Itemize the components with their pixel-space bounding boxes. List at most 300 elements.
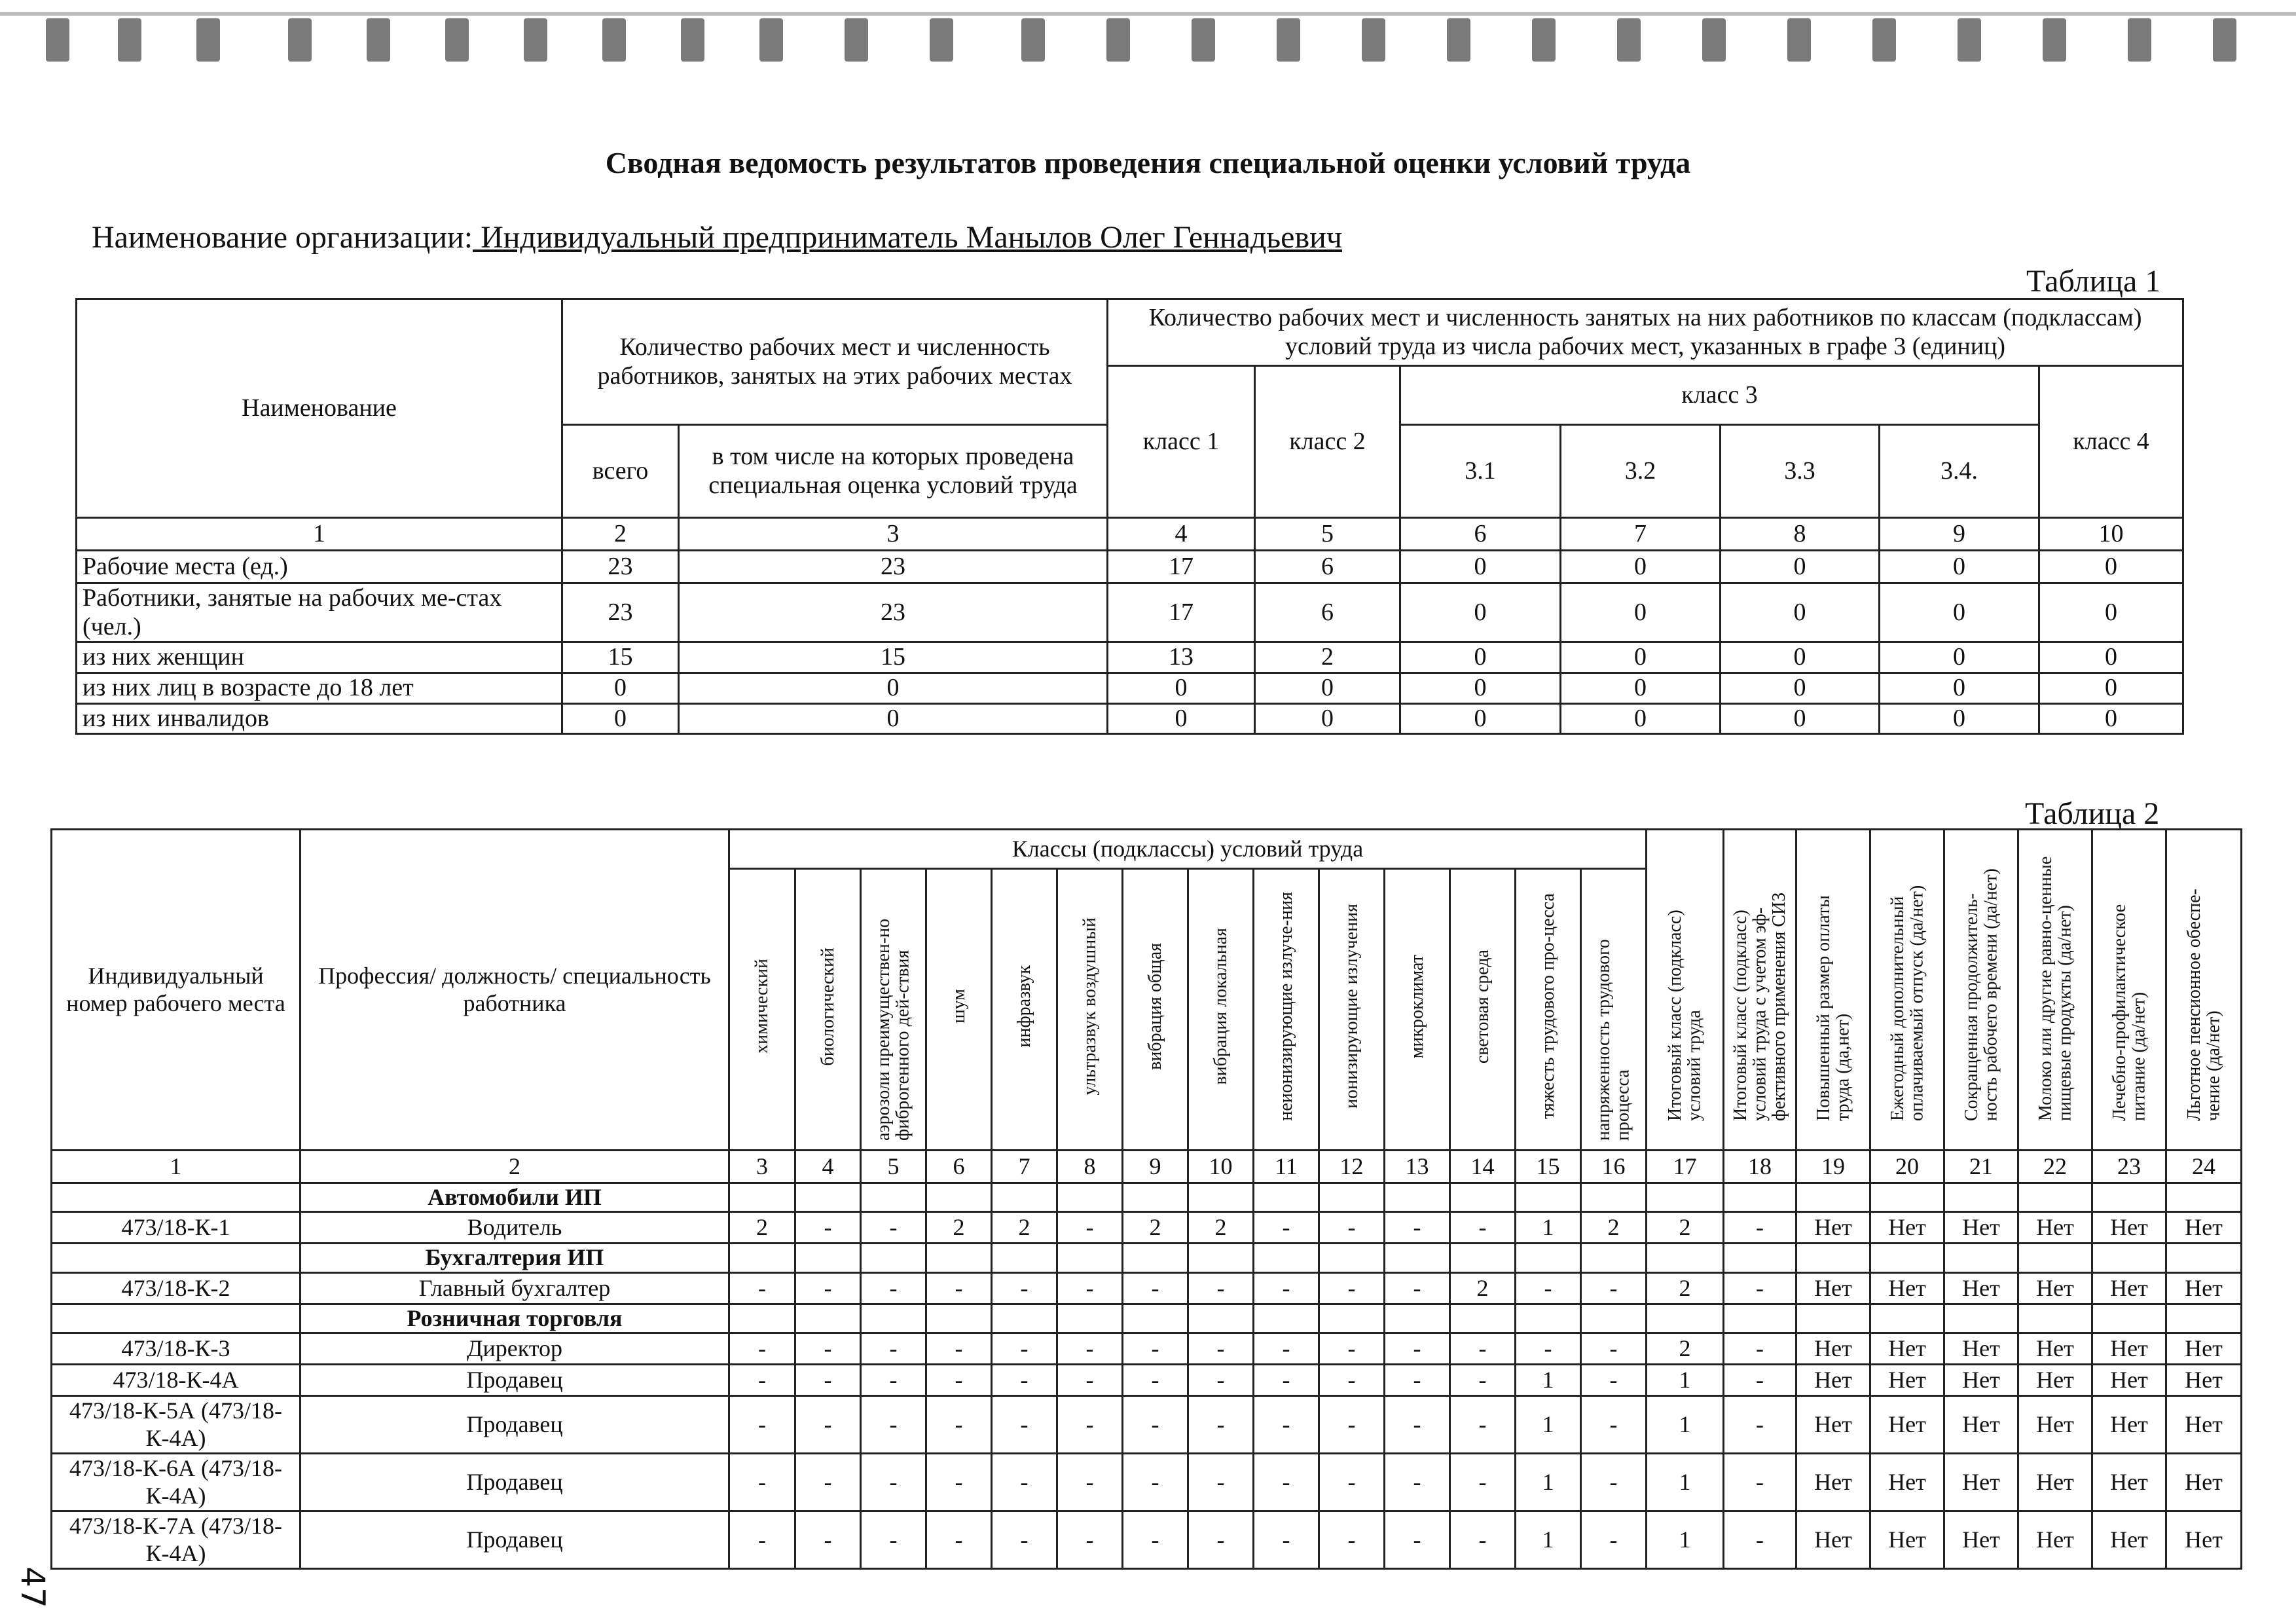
t2-cell: Нет (1796, 1333, 1870, 1365)
t2-cell: Нет (1944, 1396, 2018, 1454)
t2-cell: Нет (2166, 1511, 2242, 1569)
t2-empty-cell (926, 1183, 992, 1212)
t1-row-name: из них женщин (77, 642, 562, 673)
t2-workplace-number: 473/18-К-5А (473/18-К-4А) (52, 1396, 301, 1454)
t2-cell: 1 (1647, 1454, 1724, 1511)
t2-cell: - (1385, 1333, 1450, 1365)
t1-cell: 13 (1108, 642, 1255, 673)
t2-cell: 2 (1647, 1212, 1724, 1244)
workplace-table (50, 828, 2242, 1570)
binding-hole (1106, 18, 1130, 62)
t2-cell: Нет (2166, 1333, 2242, 1365)
t2-empty-cell (992, 1304, 1057, 1333)
t1-row-name: из них инвалидов (77, 703, 562, 734)
t2-cell: Нет (2166, 1365, 2242, 1396)
t2-cell: Нет (1944, 1511, 2018, 1569)
t2-cell: - (1516, 1333, 1581, 1365)
t2-cell: - (1385, 1396, 1450, 1454)
t2-empty-cell (1188, 1244, 1254, 1272)
t2-empty-cell (795, 1244, 861, 1272)
t2-empty-cell (1724, 1183, 1796, 1212)
binding-hole (2043, 18, 2066, 62)
t2-empty-cell (1254, 1304, 1319, 1333)
binding-hole (2128, 18, 2151, 62)
t2-cell: Нет (2092, 1212, 2166, 1244)
t1-cell: 0 (1880, 642, 2039, 673)
t1-cell: 6 (1255, 551, 1400, 583)
t2-cell: Нет (1944, 1272, 2018, 1304)
t1-cell: 0 (1721, 583, 1880, 642)
t2-cell: Нет (1944, 1212, 2018, 1244)
binding-hole (930, 18, 953, 62)
t2-cell: Нет (2092, 1333, 2166, 1365)
t2-col-number: 17 (1647, 1151, 1724, 1183)
t2-col-number: 12 (1319, 1151, 1385, 1183)
t2-cell: - (926, 1272, 992, 1304)
t2-cell: - (861, 1365, 926, 1396)
t2-factor-header (1516, 869, 1581, 1151)
t2-cell: - (1385, 1365, 1450, 1396)
t2-col-number: 2 (301, 1151, 729, 1183)
t2-factor-header (1254, 869, 1319, 1151)
t2-cell: - (1385, 1454, 1450, 1511)
t2-empty-cell (1319, 1183, 1385, 1212)
t2-empty-cell (1450, 1244, 1516, 1272)
t2-empty-cell (52, 1183, 301, 1212)
t1-header-class2: класс 2 (1255, 366, 1400, 518)
t2-empty-cell (1516, 1304, 1581, 1333)
t2-cell: - (1123, 1272, 1188, 1304)
t2-empty-cell (1385, 1183, 1450, 1212)
t2-cell: - (795, 1396, 861, 1454)
t2-empty-cell (861, 1304, 926, 1333)
t2-empty-cell (1796, 1244, 1870, 1272)
t2-factor-header (861, 869, 926, 1151)
t1-header-sub-3-3: 3.3 (1721, 425, 1880, 518)
t2-col-number: 6 (926, 1151, 992, 1183)
t2-cell: - (1516, 1272, 1581, 1304)
t2-cell: Нет (2018, 1365, 2092, 1396)
binding-hole (1532, 18, 1556, 62)
t2-empty-cell (1385, 1304, 1450, 1333)
t2-cell: - (1123, 1396, 1188, 1454)
t2-col-number: 8 (1057, 1151, 1123, 1183)
t1-cell: 0 (1561, 673, 1721, 704)
t2-cell: - (992, 1333, 1057, 1365)
t2-cell: 2 (1188, 1212, 1254, 1244)
t2-cell: Нет (2092, 1511, 2166, 1569)
t2-cell: Нет (2018, 1454, 2092, 1511)
t2-cell: - (795, 1272, 861, 1304)
t1-header-group-a: Количество рабочих мест и численность работников, занятых на этих рабочих местах (562, 299, 1108, 425)
t2-col-number: 22 (2018, 1151, 2092, 1183)
t2-empty-cell (52, 1244, 301, 1272)
t2-cell: - (1450, 1396, 1516, 1454)
t2-cell: Нет (1870, 1511, 1944, 1569)
t2-cell: - (1724, 1365, 1796, 1396)
t2-empty-cell (1057, 1244, 1123, 1272)
t2-cell: Нет (2018, 1212, 2092, 1244)
binding-hole (118, 18, 141, 62)
t2-empty-cell (861, 1183, 926, 1212)
t1-cell: 0 (2039, 703, 2183, 734)
t2-factor-header (1123, 869, 1188, 1151)
t1-row (77, 642, 2183, 673)
t1-cell: 0 (679, 673, 1108, 704)
t2-factor-label: аэрозоли преимуществен-но фиброгенного дей-ствия (873, 918, 913, 1141)
t2-factor-label: ультразвук воздушный (1079, 917, 1100, 1096)
t1-cell: 0 (1400, 551, 1561, 583)
t2-col-number: 3 (729, 1151, 795, 1183)
t2-empty-cell (1796, 1304, 1870, 1333)
t2-cell: - (1254, 1396, 1319, 1454)
t1-cell: 0 (1400, 703, 1561, 734)
t2-cell: - (795, 1333, 861, 1365)
t1-header-name: Наименование (77, 299, 562, 518)
t2-empty-cell (1944, 1183, 2018, 1212)
t2-cell: - (1123, 1511, 1188, 1569)
t2-col-number: 19 (1796, 1151, 1870, 1183)
t1-header-total: всего (562, 425, 679, 518)
t2-cell: 2 (1450, 1272, 1516, 1304)
t2-cell: Нет (1796, 1365, 1870, 1396)
t2-cell: - (1724, 1511, 1796, 1569)
binding-hole (1277, 18, 1300, 62)
binding-hole (367, 18, 390, 62)
t2-empty-cell (1319, 1244, 1385, 1272)
binding-hole (1192, 18, 1215, 62)
t2-factor-label: химический (752, 959, 773, 1054)
t2-cell: Нет (2092, 1454, 2166, 1511)
t2-cell: - (926, 1333, 992, 1365)
t1-col-number: 8 (1721, 518, 1880, 551)
t1-header-class4: класс 4 (2039, 366, 2183, 518)
t2-cell: - (1057, 1212, 1123, 1244)
t1-cell: 15 (679, 642, 1108, 673)
t2-workplace-number: 473/18-К-6А (473/18-К-4А) (52, 1454, 301, 1511)
t2-cell: - (1450, 1454, 1516, 1511)
t1-cell: 23 (679, 551, 1108, 583)
t2-factor-label: шум (948, 989, 969, 1024)
t1-cell: 0 (1880, 551, 2039, 583)
t2-cell: - (992, 1511, 1057, 1569)
t2-empty-cell (1724, 1304, 1796, 1333)
t2-cell: - (1724, 1454, 1796, 1511)
t2-cell: - (926, 1454, 992, 1511)
summary-table (75, 298, 2184, 735)
t2-col-number: 18 (1724, 1151, 1796, 1183)
t2-cell: Нет (1870, 1212, 1944, 1244)
t1-cell: 23 (562, 551, 679, 583)
t1-col-number: 3 (679, 518, 1108, 551)
t1-col-number: 1 (77, 518, 562, 551)
t2-profession: Продавец (301, 1454, 729, 1511)
t2-factor-label: ионизирующие излучения (1341, 904, 1362, 1109)
organization-label: Наименование организации: (92, 220, 473, 255)
t2-cell: - (1319, 1212, 1385, 1244)
t2-cell: 2 (992, 1212, 1057, 1244)
t2-empty-cell (1188, 1304, 1254, 1333)
binding-hole (1447, 18, 1470, 62)
t2-empty-cell (1516, 1244, 1581, 1272)
binding-hole (1958, 18, 1981, 62)
t1-col-number: 5 (1255, 518, 1400, 551)
t2-cell: 2 (1647, 1272, 1724, 1304)
t2-cell: Нет (2092, 1272, 2166, 1304)
t2-empty-cell (2018, 1244, 2092, 1272)
t2-factor-header (795, 869, 861, 1151)
t2-empty-cell (2092, 1183, 2166, 1212)
t2-cell: - (1581, 1396, 1647, 1454)
t2-cell: Нет (2166, 1272, 2242, 1304)
t2-workplace-number: 473/18-К-2 (52, 1272, 301, 1304)
binding-hole (2213, 18, 2236, 62)
t2-cell: - (1319, 1454, 1385, 1511)
t2-cell: - (1319, 1365, 1385, 1396)
binding-hole (1872, 18, 1896, 62)
t2-cell: - (1188, 1333, 1254, 1365)
t1-cell: 0 (1400, 673, 1561, 704)
t2-profession: Водитель (301, 1212, 729, 1244)
t2-empty-cell (2166, 1304, 2242, 1333)
t2-empty-cell (795, 1304, 861, 1333)
t2-empty-cell (1581, 1244, 1647, 1272)
t2-factor-label: биологический (817, 947, 838, 1066)
t2-col-number: 7 (992, 1151, 1057, 1183)
t2-cell: - (1385, 1511, 1450, 1569)
t1-cell: 0 (1400, 583, 1561, 642)
t2-empty-cell (1647, 1244, 1724, 1272)
t1-header-sub-3-1: 3.1 (1400, 425, 1561, 518)
t2-cell: Нет (1796, 1454, 1870, 1511)
t2-header-result-4: Ежегодный дополнительный оплачиваемый отпуск (да/нет) (1870, 830, 1944, 1151)
t2-cell: Нет (1870, 1333, 1944, 1365)
t2-empty-cell (2092, 1304, 2166, 1333)
t2-cell: 1 (1516, 1212, 1581, 1244)
t2-cell: - (1188, 1511, 1254, 1569)
t1-header-class3: класс 3 (1400, 366, 2039, 425)
t2-empty-cell (1647, 1304, 1724, 1333)
t2-factor-header (1057, 869, 1123, 1151)
t2-profession: Директор (301, 1333, 729, 1365)
t2-cell: - (729, 1454, 795, 1511)
t2-cell: - (1123, 1333, 1188, 1365)
t2-cell: - (1254, 1511, 1319, 1569)
binding-line (0, 12, 2296, 16)
t2-cell: - (861, 1333, 926, 1365)
t2-cell: - (1123, 1365, 1188, 1396)
t2-cell: Нет (2092, 1365, 2166, 1396)
t2-profession: Продавец (301, 1365, 729, 1396)
t2-cell: Нет (1796, 1212, 1870, 1244)
t2-empty-cell (1581, 1183, 1647, 1212)
t2-cell: - (1057, 1365, 1123, 1396)
t2-cell: - (795, 1365, 861, 1396)
t2-empty-cell (1254, 1244, 1319, 1272)
t2-empty-cell (1188, 1183, 1254, 1212)
t2-cell: - (1319, 1396, 1385, 1454)
t2-section-row (52, 1183, 2242, 1212)
t1-cell: 0 (1880, 583, 2039, 642)
t2-cell: - (1581, 1333, 1647, 1365)
t2-empty-cell (2018, 1304, 2092, 1333)
t2-empty-cell (1254, 1183, 1319, 1212)
t1-header-group-b: Количество рабочих мест и численность занятых на них работников по классам (подклассам) условий труда из числа рабочих мест, указанных в графе 3 (единиц) (1108, 299, 2183, 366)
t2-factor-header (1581, 869, 1647, 1151)
t2-cell: - (729, 1396, 795, 1454)
t2-cell: Нет (2018, 1396, 2092, 1454)
t2-cell: - (1319, 1511, 1385, 1569)
t2-cell: - (861, 1212, 926, 1244)
t2-empty-cell (729, 1244, 795, 1272)
t2-cell: 2 (1581, 1212, 1647, 1244)
t2-empty-cell (2166, 1183, 2242, 1212)
t2-row (52, 1396, 2242, 1454)
t2-profession: Главный бухгалтер (301, 1272, 729, 1304)
t1-cell: 0 (2039, 673, 2183, 704)
t2-cell: 1 (1516, 1454, 1581, 1511)
t2-empty-cell (729, 1304, 795, 1333)
t2-empty-cell (1944, 1244, 2018, 1272)
t2-cell: Нет (1870, 1365, 1944, 1396)
t2-cell: Нет (2018, 1333, 2092, 1365)
binding-hole (681, 18, 704, 62)
t2-cell: - (861, 1511, 926, 1569)
binding-hole (1702, 18, 1726, 62)
t2-cell: - (1057, 1333, 1123, 1365)
t2-col-number: 15 (1516, 1151, 1581, 1183)
t2-factor-header (1385, 869, 1450, 1151)
t2-cell: - (1057, 1396, 1123, 1454)
t1-col-number: 7 (1561, 518, 1721, 551)
binding-hole (602, 18, 626, 62)
t2-cell: - (1319, 1272, 1385, 1304)
t1-cell: 2 (1255, 642, 1400, 673)
t2-empty-cell (2166, 1244, 2242, 1272)
t2-cell: 2 (926, 1212, 992, 1244)
t2-cell: - (992, 1272, 1057, 1304)
t1-header-class1: класс 1 (1108, 366, 1255, 518)
t2-cell: - (992, 1365, 1057, 1396)
t2-cell: Нет (2018, 1511, 2092, 1569)
t2-empty-cell (861, 1244, 926, 1272)
t2-col-number: 21 (1944, 1151, 2018, 1183)
t2-cell: Нет (1796, 1511, 1870, 1569)
t1-cell: 17 (1108, 583, 1255, 642)
t2-section-name: Бухгалтерия ИП (301, 1244, 729, 1272)
t2-col-number: 16 (1581, 1151, 1647, 1183)
t1-col-number: 4 (1108, 518, 1255, 551)
t2-cell: - (926, 1365, 992, 1396)
t2-cell: - (1057, 1511, 1123, 1569)
t1-cell: 0 (1255, 673, 1400, 704)
t2-empty-cell (795, 1183, 861, 1212)
t2-col-number: 9 (1123, 1151, 1188, 1183)
t2-section-name: Розничная торговля (301, 1304, 729, 1333)
t1-row-name: из них лиц в возрасте до 18 лет (77, 673, 562, 704)
binding-hole (46, 18, 69, 62)
t1-cell: 6 (1255, 583, 1400, 642)
t2-cell: Нет (1870, 1272, 1944, 1304)
t2-cell: Нет (1944, 1365, 2018, 1396)
t2-cell: - (1724, 1212, 1796, 1244)
t2-empty-cell (1724, 1244, 1796, 1272)
binding-hole (196, 18, 220, 62)
t2-cell: - (861, 1272, 926, 1304)
t2-row (52, 1333, 2242, 1365)
t1-cell: 23 (679, 583, 1108, 642)
t2-empty-cell (1870, 1183, 1944, 1212)
t2-cell: - (1188, 1396, 1254, 1454)
t1-cell: 0 (562, 673, 679, 704)
t2-header-result-2: Итоговый класс (подкласс) условий труда с учетом эф-фективного применения СИЗ (1724, 830, 1796, 1151)
t2-header-result-8: Льготное пенсионное обеспе-чение (да/нет) (2166, 830, 2242, 1151)
t2-cell: 1 (1647, 1365, 1724, 1396)
t2-cell: - (1123, 1454, 1188, 1511)
t2-column-numbers (52, 1151, 2242, 1183)
t2-cell: Нет (1870, 1454, 1944, 1511)
binding-hole (1021, 18, 1045, 62)
t2-empty-cell (1450, 1183, 1516, 1212)
organization-line (92, 219, 1342, 255)
t2-empty-cell (1319, 1304, 1385, 1333)
t1-cell: 0 (1400, 642, 1561, 673)
t2-cell: - (729, 1333, 795, 1365)
t2-cell: - (1581, 1365, 1647, 1396)
binding-hole (1787, 18, 1811, 62)
t2-workplace-number: 473/18-К-4А (52, 1365, 301, 1396)
t2-cell: - (1188, 1365, 1254, 1396)
organization-value: Индивидуальный предприниматель Манылов Олег Геннадьевич (473, 220, 1342, 255)
t2-cell: - (992, 1454, 1057, 1511)
t2-header-result-3: Повышенный размер оплаты труда (да,нет) (1796, 830, 1870, 1151)
binding-strip (0, 0, 2296, 72)
t2-cell: - (1581, 1511, 1647, 1569)
t2-col-number: 4 (795, 1151, 861, 1183)
t2-empty-cell (1450, 1304, 1516, 1333)
t2-section-row (52, 1304, 2242, 1333)
t2-cell: - (1450, 1333, 1516, 1365)
t2-cell: 1 (1516, 1365, 1581, 1396)
t2-empty-cell (1647, 1183, 1724, 1212)
t2-cell: - (1188, 1454, 1254, 1511)
t2-col-number: 1 (52, 1151, 301, 1183)
t2-col-number: 10 (1188, 1151, 1254, 1183)
t2-col-number: 20 (1870, 1151, 1944, 1183)
t1-cell: 0 (2039, 583, 2183, 642)
t2-factor-label: неионизирующие излуче-ния (1275, 891, 1296, 1121)
t2-cell: - (1254, 1454, 1319, 1511)
t1-row (77, 703, 2183, 734)
t2-header-number: Индивидуальный номер рабочего места (52, 830, 301, 1151)
t1-cell: 0 (1721, 673, 1880, 704)
t2-empty-cell (1870, 1304, 1944, 1333)
t2-row (52, 1212, 2242, 1244)
t2-cell: 1 (1647, 1396, 1724, 1454)
binding-hole (759, 18, 783, 62)
t2-workplace-number: 473/18-К-7А (473/18-К-4А) (52, 1511, 301, 1569)
t2-empty-cell (1123, 1304, 1188, 1333)
t2-cell: Нет (1870, 1396, 1944, 1454)
t2-cell: - (1319, 1333, 1385, 1365)
t2-header-result-5: Сокращенная продолжитель-ность рабочего времени (да/нет) (1944, 830, 2018, 1151)
t1-header-assessed: в том числе на которых проведена специальная оценка условий труда (679, 425, 1108, 518)
t2-factor-header (992, 869, 1057, 1151)
t2-header-profession: Профессия/ должность/ специальность работника (301, 830, 729, 1151)
t2-cell: - (1724, 1396, 1796, 1454)
t2-workplace-number: 473/18-К-1 (52, 1212, 301, 1244)
t2-factor-header (1188, 869, 1254, 1151)
